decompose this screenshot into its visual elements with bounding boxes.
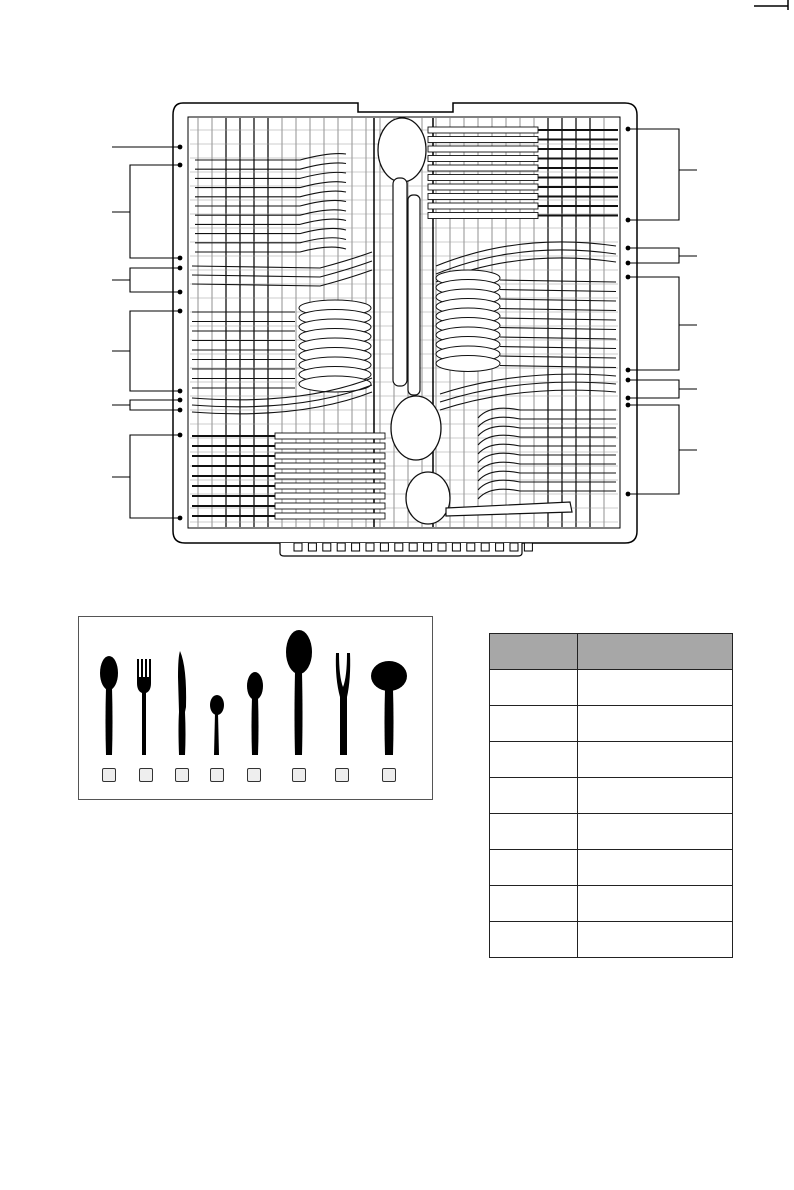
table-row — [490, 706, 733, 742]
cutlery-rack-diagram — [0, 90, 794, 560]
table-cell — [578, 742, 733, 778]
handle-slot — [510, 543, 518, 551]
table-row — [490, 814, 733, 850]
handle-slot — [452, 543, 460, 551]
handle-slot — [524, 543, 532, 551]
callout-bracket — [112, 165, 180, 258]
legend-key-knife — [175, 768, 189, 782]
table-cell — [490, 814, 578, 850]
knife-blade — [275, 463, 385, 469]
handle-slot — [380, 543, 388, 551]
callout-bracket — [628, 129, 697, 220]
table-cell — [490, 886, 578, 922]
gravy-ladle-icon — [371, 661, 407, 755]
spoon-bowl — [436, 356, 500, 372]
knife-blade — [428, 165, 538, 171]
legend-key-serving-spoon — [292, 768, 306, 782]
handle-slot — [424, 543, 432, 551]
serving-spoon-handle — [393, 178, 407, 386]
legend-key-soup-spoon — [102, 768, 116, 782]
table-row — [490, 778, 733, 814]
soup-spoon-icon — [100, 656, 118, 755]
knife-blade — [428, 194, 538, 200]
serving-spoon-icon — [286, 630, 312, 755]
table-row — [490, 886, 733, 922]
knife-blade — [275, 503, 385, 509]
legend-key-fork — [139, 768, 153, 782]
legend-key-gravy-ladle — [382, 768, 396, 782]
knife-blade — [275, 483, 385, 489]
corner-crop-mark — [754, 0, 794, 12]
handle-slot — [496, 543, 504, 551]
table-cell — [578, 670, 733, 706]
legend-key-serving-fork — [335, 768, 349, 782]
table-cell — [578, 850, 733, 886]
handle-slot — [395, 543, 403, 551]
knife-blade — [275, 513, 385, 519]
table-header-row — [490, 634, 733, 670]
table-cell — [490, 670, 578, 706]
table-row — [490, 742, 733, 778]
handle-slot — [337, 543, 345, 551]
handle-slot — [481, 543, 489, 551]
knife-blade — [428, 156, 538, 162]
utensil-count-table — [489, 633, 733, 958]
knife-blade — [275, 453, 385, 459]
table-cell — [490, 706, 578, 742]
knife-blade — [275, 433, 385, 439]
callout-bracket — [628, 248, 697, 263]
handle-slot — [467, 543, 475, 551]
callout-bracket — [112, 268, 180, 292]
knife-blade — [428, 127, 538, 133]
table-cell — [490, 850, 578, 886]
table-cell — [578, 706, 733, 742]
knife-blade — [275, 443, 385, 449]
table-cell — [490, 778, 578, 814]
knife-blade — [275, 473, 385, 479]
table-header-cell — [490, 634, 578, 670]
knife-blade — [428, 213, 538, 219]
knife-blade — [275, 493, 385, 499]
serving-spoon-bowl — [378, 118, 426, 182]
handle-slot — [409, 543, 417, 551]
handle-slot — [294, 543, 302, 551]
table-cell — [578, 778, 733, 814]
table-row — [490, 670, 733, 706]
knife-blade — [428, 137, 538, 143]
teaspoon-icon — [210, 695, 224, 755]
ladle-bowl — [406, 472, 450, 524]
dessert-spoon-icon — [247, 672, 263, 755]
legend-key-dessert-spoon — [247, 768, 261, 782]
serving-spoon-handle — [408, 195, 420, 395]
knife-blade — [428, 203, 538, 209]
handle-slot — [438, 543, 446, 551]
table-cell — [578, 922, 733, 958]
table-cell — [578, 886, 733, 922]
callout-bracket — [628, 380, 697, 398]
callout-bracket — [628, 277, 697, 370]
handle-slot — [352, 543, 360, 551]
knife-icon — [178, 651, 186, 755]
callout-bracket — [112, 435, 180, 518]
legend-key-teaspoon — [210, 768, 224, 782]
rack-handle-slots — [280, 543, 532, 556]
callout-bracket — [112, 311, 180, 391]
table-cell — [490, 742, 578, 778]
table-cell — [490, 922, 578, 958]
table-row — [490, 850, 733, 886]
callout-bracket — [112, 400, 180, 410]
table-header-cell — [578, 634, 733, 670]
table-cell — [578, 814, 733, 850]
handle-slot — [323, 543, 331, 551]
handle-slot — [366, 543, 374, 551]
fork-icon — [137, 659, 151, 755]
knife-blade — [428, 184, 538, 190]
utensil-legend — [78, 616, 433, 800]
knife-blade — [428, 175, 538, 181]
callout-bracket — [628, 405, 697, 494]
knife-blade — [428, 146, 538, 152]
table-row — [490, 922, 733, 958]
serving-fork-icon — [336, 653, 350, 755]
handle-slot — [308, 543, 316, 551]
serving-spoon-bowl — [391, 396, 441, 460]
